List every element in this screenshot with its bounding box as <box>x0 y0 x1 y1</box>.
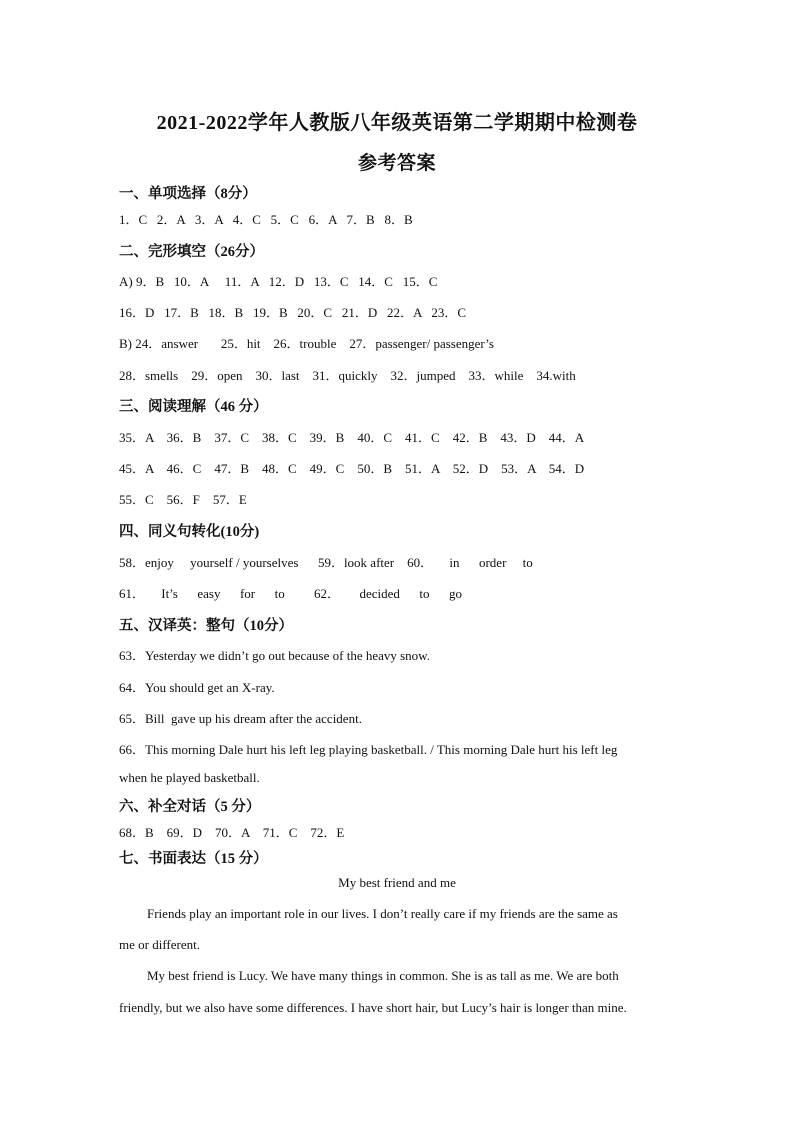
answer-line: B) 24．answer 25．hit 26．trouble 27．passenger/ passenger’s <box>119 336 494 351</box>
answer-line: 35．A 36．B 37．C 38．C 39．B 40．C 41．C 42．B 43．D 44．A <box>119 430 585 445</box>
answer-line: 66．This morning Dale hurt his left leg playing basketball. / This morning Dale hurt his left leg <box>119 742 618 757</box>
answer-line: 65．Bill gave up his dream after the accident. <box>119 711 362 726</box>
essay-paragraph-line: friendly, but we also have some differences. I have short hair, but Lucy’s hair is longer than mine. <box>119 1000 627 1015</box>
answer-line: 63．Yesterday we didn’t go out because of the heavy snow. <box>119 648 430 663</box>
answer-line: when he played basketball. <box>119 770 260 785</box>
section-heading-7: 七、书面表达（15 分） <box>119 851 268 867</box>
essay-paragraph-line: me or different. <box>119 937 200 952</box>
section-heading-5: 五、汉译英：整句（10分） <box>119 618 293 634</box>
answer-line: 61． It’s easy for to 62． decided to go <box>119 586 463 601</box>
essay-paragraph-line: Friends play an important role in our lives. I don’t really care if my friends are the same as <box>147 906 618 921</box>
section-heading-6: 六、补全对话（5 分） <box>119 799 261 815</box>
answer-line: 64．You should get an X-ray. <box>119 680 275 695</box>
answer-line: 45．A 46．C 47．B 48．C 49．C 50．B 51．A 52．D 53．A 54．D <box>119 461 585 476</box>
essay-title: My best friend and me <box>338 875 456 890</box>
answer-line: 55．C 56．F 57．E <box>119 492 247 507</box>
answer-line: 68．B 69．D 70．A 71．C 72．E <box>119 825 345 840</box>
section-heading-2: 二、完形填空（26分） <box>119 244 264 260</box>
answer-line: 58．enjoy yourself / yourselves 59．look after 60． in order to <box>119 555 533 570</box>
answer-line: 28．smells 29．open 30．last 31．quickly 32．jumped 33．while 34.with <box>119 368 576 383</box>
page-title: 2021-2022学年人教版八年级英语第二学期期中检测卷 <box>156 112 638 134</box>
answer-line: A) 9．B 10．A 11．A 12．D 13．C 14．C 15．C <box>119 274 438 289</box>
essay-paragraph-line: My best friend is Lucy. We have many things in common. She is as tall as me. We are both <box>147 968 619 983</box>
section-heading-3: 三、阅读理解（46 分） <box>119 399 268 415</box>
section-heading-4: 四、同义句转化(10分) <box>119 524 260 540</box>
answer-line: 1．C 2．A 3．A 4．C 5．C 6．A 7．B 8．B <box>119 212 413 227</box>
page-subtitle: 参考答案 <box>357 153 436 174</box>
section-heading-1: 一、单项选择（8分） <box>119 186 257 202</box>
answer-line: 16．D 17．B 18．B 19．B 20．C 21．D 22．A 23．C <box>119 305 467 320</box>
